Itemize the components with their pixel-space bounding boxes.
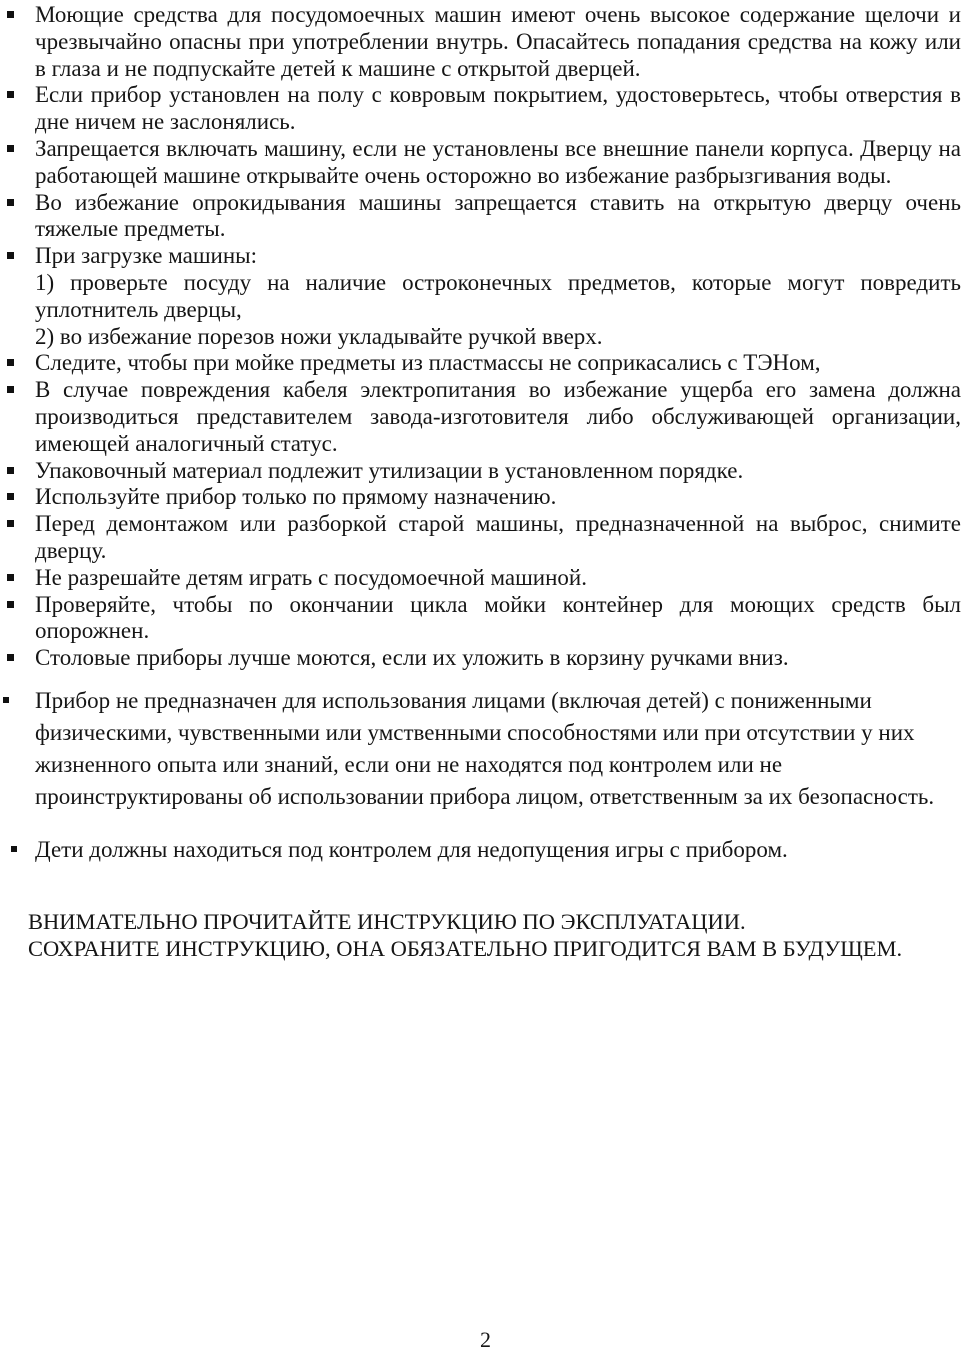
supervision-list xyxy=(0,685,966,866)
item-text: Во избежание опрокидывания машины запрещается ставить на открытую дверцу очень тяжелые предметы. xyxy=(35,189,961,242)
item-sub-text: 2) во избежание порезов ножи укладывайте ручкой вверх. xyxy=(35,323,603,349)
safety-list xyxy=(0,2,966,672)
safety-list-item xyxy=(0,565,966,592)
item-sub-text: 1) проверьте посуду на наличие остроконечных предметов, которые могут повредить уплотнитель дверцы, xyxy=(35,269,961,322)
bullet-square-icon xyxy=(7,493,14,500)
bullet-square-icon xyxy=(7,520,14,527)
bullet-square-icon xyxy=(7,359,14,366)
safety-list-item xyxy=(0,350,966,377)
supervision-list-item xyxy=(0,834,966,866)
closing-notice xyxy=(0,908,966,962)
closing-line-keep: СОХРАНИТЕ ИНСТРУКЦИЮ, ОНА ОБЯЗАТЕЛЬНО ПРИГОДИТСЯ ВАМ В БУДУЩЕМ. xyxy=(28,935,903,961)
item-text: Перед демонтажом или разборкой старой машины, предназначенной на выброс, снимите дверцу. xyxy=(35,511,961,563)
closing-line-read: ВНИМАТЕЛЬНО ПРОЧИТАЙТЕ ИНСТРУКЦИЮ ПО ЭКСПЛУАТАЦИИ. xyxy=(28,908,746,934)
item-text: Дети должны находиться под контролем для недопущения игры с прибором. xyxy=(35,836,788,862)
bullet-square-icon xyxy=(7,467,14,474)
bullet-square-icon xyxy=(7,601,14,608)
item-text: Запрещается включать машину, если не установлены все внешние панели корпуса. Дверцу на работающей машине открывайте очень осторожно во избежание разбрызгивания воды. xyxy=(35,135,961,188)
item-text: Не разрешайте детям играть с посудомоечной машиной. xyxy=(35,564,587,590)
item-text: Моющие средства для посудомоечных машин имеют очень высокое содержание щелочи и чрезвычайно опасны при употреблении внутрь. Опасайтесь попадания средства на кожу или в глаза и не подпускайте детей к машине с открытой дверцей. xyxy=(35,2,961,81)
safety-list-item xyxy=(0,511,966,565)
safety-list-item xyxy=(0,2,966,82)
bullet-square-icon xyxy=(7,252,14,259)
item-text: Следите, чтобы при мойке предметы из пластмассы не соприкасались с ТЭНом, xyxy=(35,350,821,376)
bullet-square-icon xyxy=(3,697,9,703)
bullet-square-icon xyxy=(7,199,14,206)
item-text: В случае повреждения кабеля электропитания во избежание ущерба его замена должна производиться представителем завода-изготовителя либо обслуживающей организации, имеющей аналогичный статус. xyxy=(35,377,961,456)
item-text: При загрузке машины: xyxy=(35,243,258,269)
page-number: 2 xyxy=(480,1327,491,1352)
bullet-square-icon xyxy=(7,145,14,152)
safety-list-item xyxy=(0,645,966,672)
safety-list-item-loading xyxy=(0,243,966,350)
item-text: Прибор не предназначен для использования лицами (включая детей) с пониженными физическими, чувственными или умственными способностями или при отсутствии у них жизненного опыта или знаний, если они не находятся под контролем или не проинструктированы об использовании прибора лицом, ответственным за их безопасность. xyxy=(35,687,935,809)
safety-list-item xyxy=(0,592,966,646)
supervision-list-item xyxy=(0,685,966,813)
bullet-square-icon xyxy=(7,654,14,661)
safety-list-item xyxy=(0,484,966,511)
bullet-square-icon xyxy=(7,91,14,98)
item-text: Если прибор установлен на полу с ковровым покрытием, удостоверьтесь, чтобы отверстия в дне ничем не заслонялись. xyxy=(35,82,961,135)
item-text: Упаковочный материал подлежит утилизации в установленном порядке. xyxy=(35,457,744,483)
bullet-square-icon xyxy=(11,846,17,852)
safety-list-item xyxy=(0,190,966,244)
safety-list-item xyxy=(0,377,966,457)
safety-list-item xyxy=(0,82,966,136)
item-text: Используйте прибор только по прямому назначению. xyxy=(35,484,557,510)
safety-list-item xyxy=(0,136,966,190)
bullet-square-icon xyxy=(7,11,14,18)
item-text: Столовые приборы лучше моются, если их уложить в корзину ручками вниз. xyxy=(35,645,789,671)
item-text: Проверяйте, чтобы по окончании цикла мойки контейнер для моющих средств был опорожнен. xyxy=(35,591,961,644)
bullet-square-icon xyxy=(7,574,14,581)
bullet-square-icon xyxy=(7,386,14,393)
safety-list-item xyxy=(0,458,966,485)
